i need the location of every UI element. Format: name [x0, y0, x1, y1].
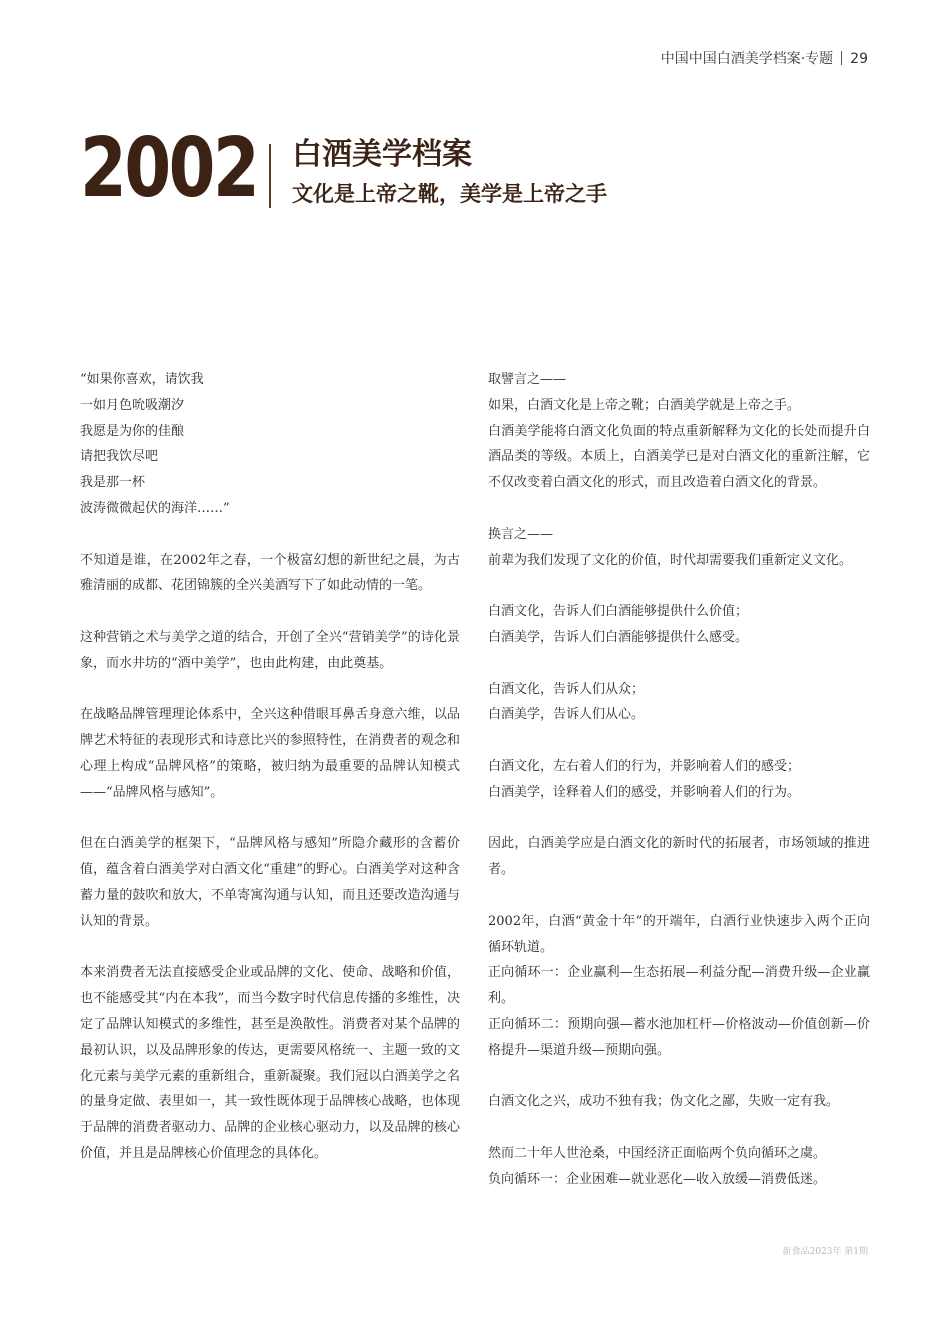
poem-line: 请把我饮尽吧 — [80, 449, 159, 465]
block-line: 然而二十年人世沧桑，中国经济正面临两个负向循环之虞。 — [488, 1145, 827, 1161]
text-block-conclusion: 因此，白酒美学应是白酒文化的新时代的拓展者，市场领域的推进者。 — [488, 836, 870, 878]
block-line: 换言之—— — [488, 526, 554, 542]
block-line: 白酒美学，告诉人们从心。 — [488, 707, 645, 723]
right-column — [488, 367, 870, 1193]
header-divider — [841, 51, 842, 65]
block-line: 白酒文化，左右着人们的行为，并影响着人们的感受； — [488, 758, 801, 774]
running-header — [661, 48, 868, 68]
block-line: 正向循环一：企业赢利—生态拓展—利益分配—消费升级—企业赢利。 — [488, 965, 870, 1007]
article-headline: 白酒美学档案 — [292, 137, 472, 172]
block-line: 白酒美学，告诉人们白酒能够提供什么感受。 — [488, 629, 749, 645]
issue-footer: 新食品2023年 第1期 — [782, 1247, 868, 1257]
body-paragraph: 本来消费者无法直接感受企业或品牌的文化、使命、战略和价值，也不能感受其“内在本我”，而当今数字时代信息传播的多维性，决定了品牌认知模式的多维性，甚至是涣散性。消费者对某个品牌的最初认识，以及品牌形象的传达，更需要风格统一、主题一致的文化元素与美学元素的重新组合，重新凝聚。我们冠以白酒美学之名的量身定做、表里如一，其一致性既体现于品牌核心战略，也体现于品牌的消费者驱动力、品牌的企业核心驱动力，以及品牌的核心价值，并且是品牌核心价值理念的具体化。 — [80, 965, 460, 1161]
body-paragraph: 这种营销之术与美学之道的结合，开创了全兴“营销美学”的诗化景象，而水井坊的“酒中美学”，也由此构建，由此奠基。 — [80, 629, 460, 671]
block-line: 白酒美学能将白酒文化负面的特点重新解释为文化的长处而提升白酒品类的等级。本质上，白酒美学已是对白酒文化的重新注解，它不仅改变着白酒文化的形式，而且改造着白酒文化的背景。 — [488, 423, 870, 491]
block-line: 白酒文化，告诉人们从众； — [488, 681, 645, 697]
block-line: 白酒文化，告诉人们白酒能够提供什么价值； — [488, 604, 749, 620]
poem-line: 波涛微微起伏的海洋……” — [80, 500, 230, 516]
text-block-cycles — [488, 909, 870, 1064]
page-number: 29 — [850, 51, 868, 67]
poem-line: “如果你喜欢，请饮我 — [80, 372, 204, 387]
body-paragraph: 但在白酒美学的框架下，“品牌风格与感知”所隐介藏形的含蓄价值，蕴含着白酒美学对白酒文化“重建”的野心。白酒美学对这种含蓄力量的鼓吹和放大，不单寄寓沟通与认知，而且还要改造沟通与认知的背景。 — [80, 836, 460, 929]
text-block-heart — [488, 677, 870, 729]
body-paragraph: 不知道是谁，在2002年之春，一个极富幻想的新世纪之晨，为古雅清丽的成都、花团锦簇的全兴美酒写下了如此动情的一笔。 — [80, 552, 460, 594]
text-block-analogy — [488, 367, 870, 496]
block-line: 2002年，白酒“黄金十年”的开端年，白酒行业快速步入两个正向循环轨道。 — [488, 913, 870, 955]
block-line: 如果，白酒文化是上帝之靴；白酒美学就是上帝之手。 — [488, 397, 801, 413]
text-block-behavior — [488, 754, 870, 806]
year-heading: 2002 — [80, 121, 258, 216]
poem-line: 一如月色吮吸潮汐 — [80, 397, 185, 413]
text-block-maxim: 白酒文化之兴，成功不独有我；伪文化之鄙，失败一定有我。 — [488, 1094, 840, 1110]
title-divider — [269, 144, 271, 208]
block-line: 负向循环一：企业困难—就业恶化—收入放缓—消费低迷。 — [488, 1171, 827, 1187]
poem-line: 我愿是为你的佳酿 — [80, 423, 185, 439]
poem-line: 我是那一杯 — [80, 475, 146, 491]
running-header-title: 中国中国白酒美学档案·专题 — [660, 51, 834, 67]
text-block-negative-cycle — [488, 1141, 870, 1193]
article-subheadline: 文化是上帝之靴，美学是上帝之手 — [292, 182, 607, 206]
block-line: 取譬言之—— — [488, 372, 567, 387]
block-line: 白酒美学，诠释着人们的感受，并影响着人们的行为。 — [488, 784, 801, 800]
body-paragraph: 在战略品牌管理理论体系中，全兴这种借眼耳鼻舌身意六维，以品牌艺术特征的表现形式和诗意比兴的参照特性，在消费者的观念和心理上构成“品牌风格”的策略，被归纳为最重要的品牌认知模式——“品牌风格与感知”。 — [80, 707, 460, 800]
block-line: 正向循环二：预期向强—蓄水池加杠杆—价格波动—价值创新—价格提升—渠道升级—预期向强。 — [488, 1016, 870, 1058]
opening-poem — [80, 367, 460, 522]
left-column — [80, 367, 460, 1167]
text-block-rephrase — [488, 522, 870, 574]
block-line: 前辈为我们发现了文化的价值，时代却需要我们重新定义文化。 — [488, 552, 853, 568]
text-block-value — [488, 599, 870, 651]
